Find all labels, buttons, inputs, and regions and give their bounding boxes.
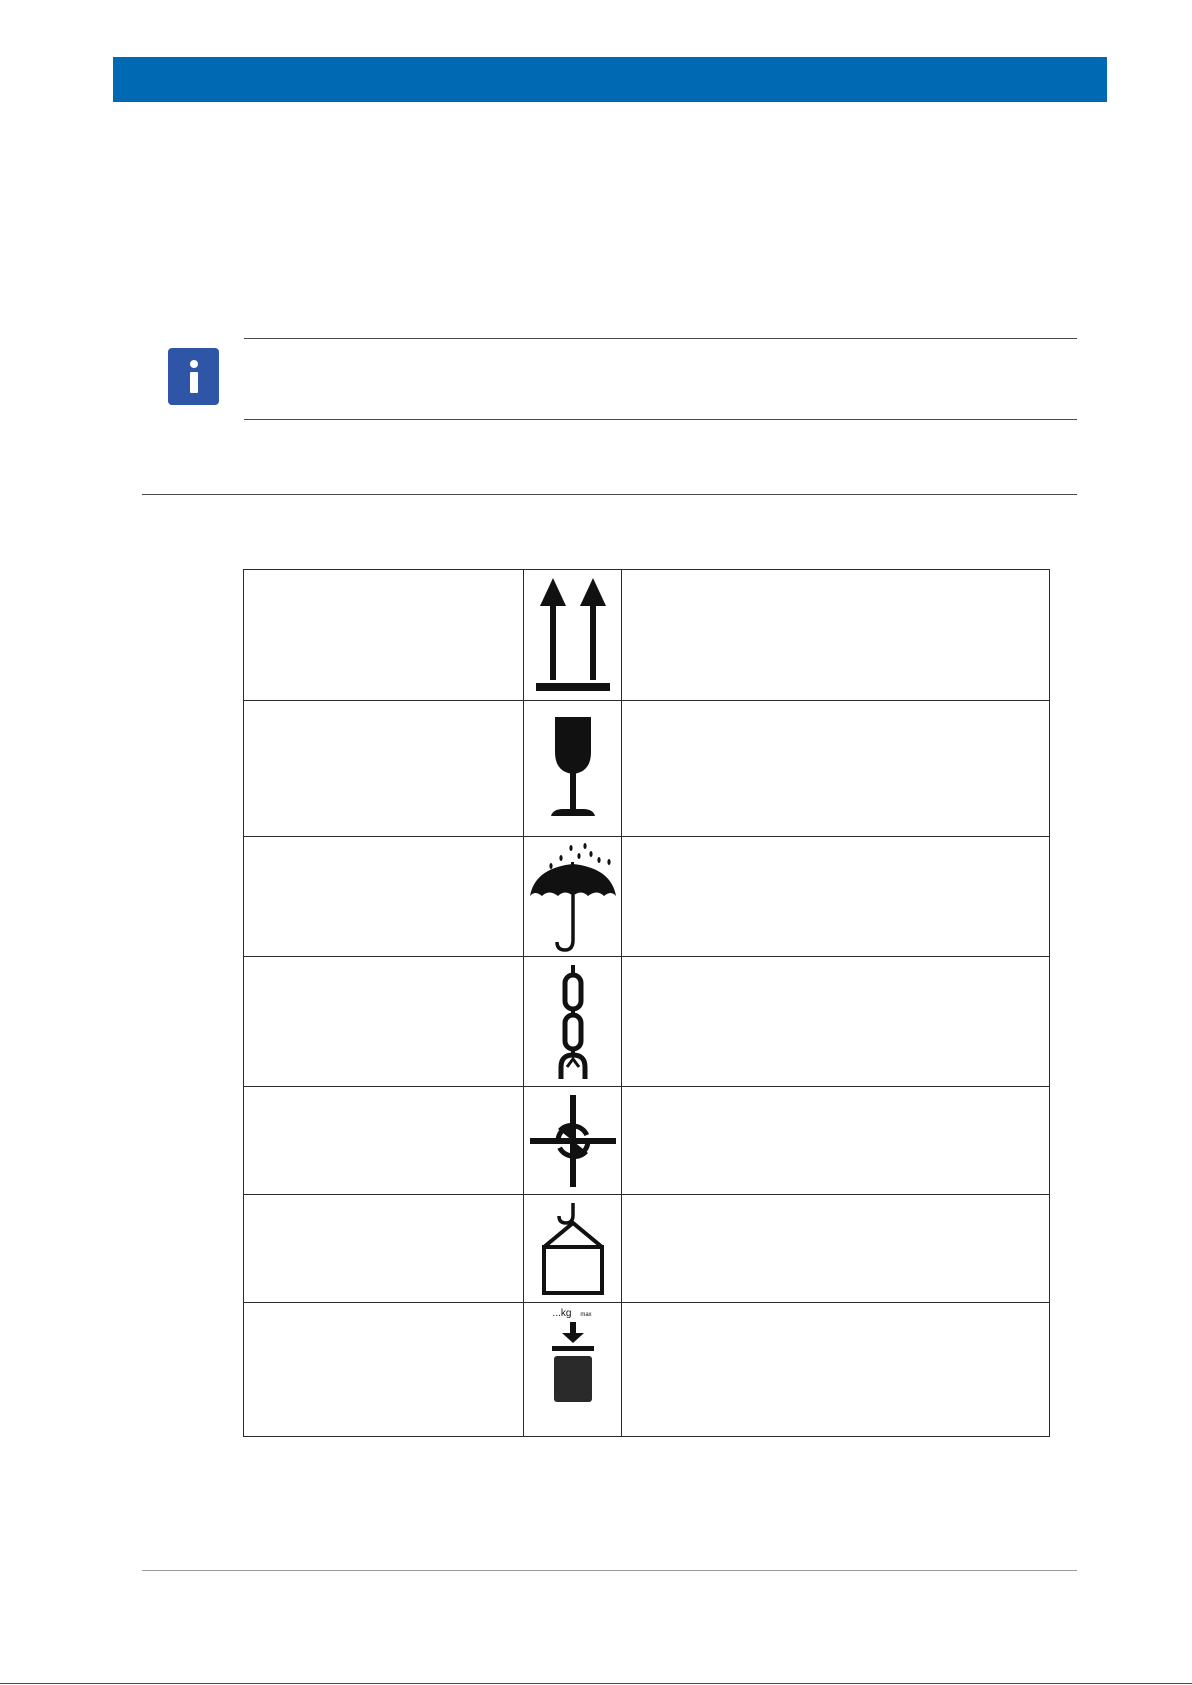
- fragile-icon: [543, 714, 603, 824]
- symbol-cell: [524, 701, 622, 837]
- table-row: [244, 1087, 1050, 1195]
- info-icon: [168, 348, 219, 405]
- note-top-rule: [244, 338, 1077, 339]
- sling-here-icon: [553, 963, 593, 1081]
- this-way-up-icon: [533, 576, 613, 694]
- symbol-description-cell: [622, 1303, 1050, 1437]
- symbol-name-cell: [244, 1303, 524, 1437]
- symbol-description-cell: [622, 1087, 1050, 1195]
- symbol-description-cell: [622, 570, 1050, 701]
- symbol-description-cell: [622, 957, 1050, 1087]
- table-row: [244, 837, 1050, 957]
- header-bar: [113, 57, 1107, 102]
- keep-dry-icon: [527, 840, 619, 954]
- symbol-name-cell: [244, 1195, 524, 1303]
- symbol-cell: [524, 1195, 622, 1303]
- symbol-name-cell: [244, 570, 524, 701]
- lift-here-icon: [538, 1199, 608, 1299]
- symbol-description-cell: [622, 701, 1050, 837]
- footer-rule: [142, 1570, 1077, 1571]
- symbol-description-cell: [622, 837, 1050, 957]
- symbol-name-cell: [244, 1087, 524, 1195]
- table-row: [244, 1303, 1050, 1437]
- symbol-name-cell: [244, 701, 524, 837]
- symbol-cell: [524, 570, 622, 701]
- table-row: [244, 957, 1050, 1087]
- stacking-limit-weight-label: ...kg: [552, 1307, 571, 1319]
- symbol-cell: [524, 837, 622, 957]
- table-row: [244, 701, 1050, 837]
- symbol-name-cell: [244, 837, 524, 957]
- symbol-cell: [524, 1303, 622, 1437]
- stacking-limit-icon: [538, 1306, 608, 1434]
- symbol-name-cell: [244, 957, 524, 1087]
- page-bottom-rule: [0, 1683, 1192, 1684]
- symbol-cell: [524, 957, 622, 1087]
- symbol-description-cell: [622, 1195, 1050, 1303]
- table-row: [244, 1195, 1050, 1303]
- table-row: [244, 570, 1050, 701]
- packaging-symbols-table: [243, 569, 1050, 1437]
- stacking-limit-max-label: max: [579, 1311, 592, 1318]
- note-bottom-rule: [244, 419, 1077, 420]
- symbol-cell: [524, 1087, 622, 1195]
- center-of-gravity-icon: [528, 1093, 618, 1189]
- section-divider: [142, 494, 1077, 495]
